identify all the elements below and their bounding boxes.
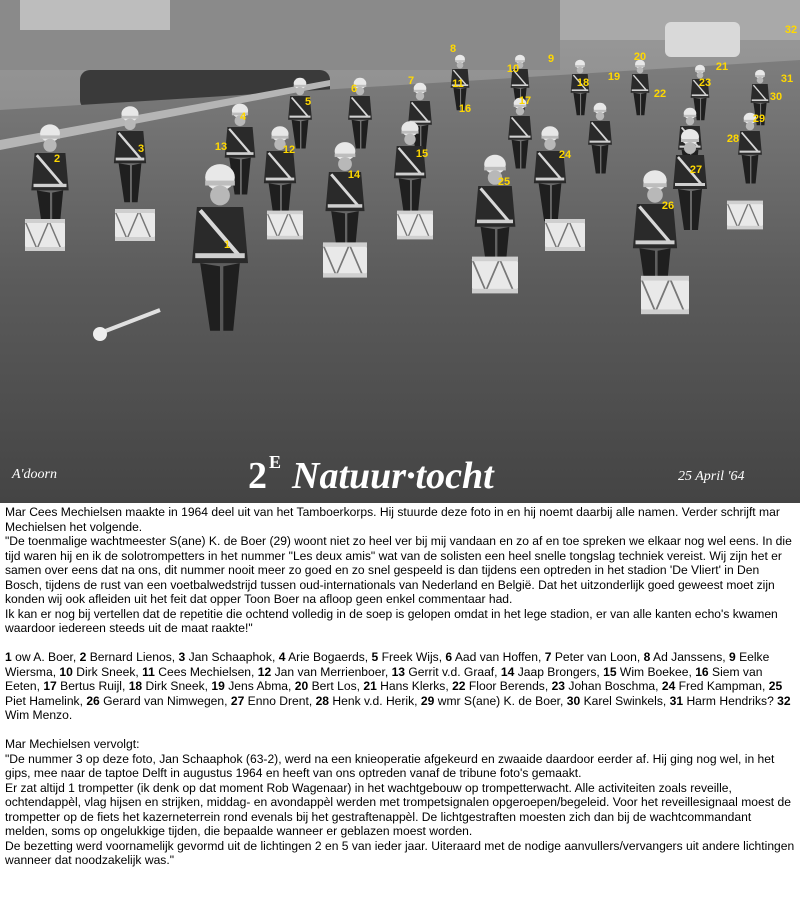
person-name: wmr S(ane) K. de Boer, <box>434 693 567 708</box>
name-number: 19 <box>211 679 225 693</box>
person-number-marker: 1 <box>223 239 231 251</box>
photo-credit: A'doorn <box>12 467 57 482</box>
names-list <box>5 650 797 723</box>
followup-intro: Mar Mechielsen vervolgt: <box>5 737 140 751</box>
person-number-marker: 4 <box>239 111 247 123</box>
person-name: Fred Kampman, <box>675 679 769 693</box>
person-number-marker: 32 <box>784 24 798 36</box>
person-name: Ad Janssens, <box>650 650 729 664</box>
person-name: Bertus Ruijl, <box>56 679 129 693</box>
person-name: Eelke Wiersma, <box>5 650 770 679</box>
person-name: Johan Boschma, <box>565 679 662 693</box>
name-number: 13 <box>391 664 406 679</box>
person-name: Gerrit v.d. Graaf, <box>405 664 501 679</box>
name-number: 11 <box>142 664 155 679</box>
person-name: Arie Bogaerds, <box>285 650 372 664</box>
intro-paragraph: Mar Cees Mechielsen maakte in 1964 deel uit van het Tamboerkorps. Hij stuurde deze foto in en hij noemt daarbij alle namen. Verder schrijft mar Mechielsen het volgende. <box>5 505 780 534</box>
person-number-marker: 20 <box>633 51 647 63</box>
name-number: 26 <box>86 693 100 708</box>
person-number-marker: 6 <box>350 83 358 95</box>
person-name: Piet Hamelink, <box>5 693 87 708</box>
person-name: Enno Drent, <box>244 693 316 708</box>
quote-paragraph: Ik kan er nog bij vertellen dat de repetitie die ochtend volledig in de soep is gelopen omdat in het lege stadion, er van alle kanten echo's kwamen waardoor iedereen steeds uit de maat raakte!" <box>5 606 778 635</box>
person-name: Floor Berends, <box>465 679 552 693</box>
name-number: 12 <box>257 664 272 679</box>
person-name: ow A. Boer, <box>11 650 80 664</box>
person-name: Bernard Lienos, <box>86 650 179 664</box>
name-number: 6 <box>445 650 453 664</box>
person-number-marker: 23 <box>698 77 712 89</box>
person-number-marker: 3 <box>137 143 145 155</box>
person-number-marker: 12 <box>282 144 296 156</box>
name-number: 25 <box>768 679 783 693</box>
person-number-marker: 27 <box>689 164 703 176</box>
name-number: 28 <box>315 693 330 708</box>
person-name: Cees Mechielsen, <box>154 664 258 679</box>
article-body <box>5 505 797 868</box>
name-number: 15 <box>603 664 617 679</box>
person-name: Wim Boekee, <box>616 664 696 679</box>
photo-title-superscript: E <box>269 452 282 472</box>
person-name: Wim Menzo. <box>5 708 73 722</box>
name-number: 27 <box>230 693 245 708</box>
name-number: 29 <box>420 693 435 708</box>
name-number: 9 <box>728 650 736 664</box>
person-number-marker: 2 <box>53 153 61 165</box>
photo-title: Natuur·tocht <box>292 455 494 497</box>
person-name: Jens Abma, <box>224 679 295 693</box>
person-number-marker: 15 <box>415 148 429 160</box>
person-name: Freek Wijs, <box>378 650 446 664</box>
person-number-marker: 28 <box>726 133 740 145</box>
name-number: 30 <box>566 693 581 708</box>
person-number-marker: 14 <box>347 169 361 181</box>
photo-date: 25 April '64 <box>678 469 745 484</box>
person-number-marker: 31 <box>780 73 794 85</box>
person-number-marker: 16 <box>458 103 472 115</box>
photo-title-number: 2 <box>248 455 267 497</box>
person-number-marker: 9 <box>547 53 555 65</box>
person-number-marker: 22 <box>653 88 667 100</box>
person-name: Karel Swinkels, <box>580 693 670 708</box>
person-number-marker: 24 <box>558 149 572 161</box>
name-number: 8 <box>643 650 651 664</box>
person-number-marker: 19 <box>607 71 621 83</box>
quote-paragraph: "De nummer 3 op deze foto, Jan Schaaphok (63-2), werd na een knieoperatie afgekeurd en zwaaide daardoor eerder af. Hij ging nog wel, in het gips, mee naar de taptoe Delft in augustus 1964 en heeft van ons optreden vanaf de tribune foto's gemaakt. <box>5 751 775 780</box>
person-number-marker: 21 <box>715 61 729 73</box>
name-number: 16 <box>695 664 709 679</box>
person-number-marker: 30 <box>769 91 783 103</box>
person-number-marker: 29 <box>752 113 766 125</box>
name-number: 22 <box>452 679 466 693</box>
person-name: Dirk Sneek, <box>72 664 143 679</box>
person-number-marker: 13 <box>214 141 228 153</box>
person-number-marker: 26 <box>661 200 675 212</box>
person-name: Gerard van Nimwegen, <box>99 693 231 708</box>
person-number-marker: 7 <box>407 75 415 87</box>
name-number: 32 <box>777 693 791 708</box>
name-number: 4 <box>278 650 286 664</box>
name-number: 7 <box>544 650 552 664</box>
person-number-marker: 8 <box>449 43 457 55</box>
person-number-marker: 17 <box>518 95 532 107</box>
name-number: 21 <box>363 679 377 693</box>
person-name: Harm Hendriks? <box>683 693 778 708</box>
name-number: 5 <box>371 650 379 664</box>
name-number: 18 <box>128 679 143 693</box>
quote-paragraph: "De toenmalige wachtmeester S(ane) K. de Boer (29) woont niet zo heel ver bij mij vandaan en zo af en toe spreken we elkaar nog wel eens. In die tijd waren hij en ik de solotrompetters in het nummer "Les deux amis" wat van de solisten een heel snelle tongslag techniek vereist. Wij zijn het er samen over eens dat na ons, dit nummer nooit meer zo goed en zo snel gespeeld is dan tijdens een optreden in het stadion 'De Vliert' in Den Bosch, tijdens de rust van een voetbalwedstrijd tussen oud-internationals van Nederland en België. Dat het uitzonderlijk goed geweest moet zijn konden wij ook afleiden uit het feit dat opper Toon Boer na afloop geen enkel commentaar had. <box>5 534 792 606</box>
name-number: 20 <box>294 679 309 693</box>
person-number-marker: 5 <box>304 96 312 108</box>
person-number-marker: 25 <box>497 176 511 188</box>
name-number: 23 <box>551 679 566 693</box>
person-name: Bert Los, <box>308 679 364 693</box>
name-number: 31 <box>669 693 684 708</box>
name-number: 17 <box>43 679 57 693</box>
quote-paragraph: Er zat altijd 1 trompetter (ik denk op dat moment Rob Wagenaar) in het wachtgebouw op trompetterwacht. Alle activiteiten zoals reveille, ochtendappèl, vlag hijsen en strijken, middag- en avondappèl werden met trompetsignalen opgeroepen/begeleid. Voor het reveillesignaal moest de trompetter op de fiets het kazerneterrein rond evenals bij het gestraftenappèl. De lichtgestraften moesten zich dan bij de wachtcommandant melden, soms op ongelukkige tijden, die bepaalde wanneer er geblazen moest worden. <box>5 780 791 838</box>
name-number: 2 <box>79 650 87 664</box>
person-name: Siem van Eeten, <box>5 664 763 693</box>
person-name: Henk v.d. Herik, <box>329 693 421 708</box>
person-number-marker: 11 <box>452 78 464 90</box>
name-number: 10 <box>59 664 73 679</box>
person-name: Aad van Hoffen, <box>452 650 545 664</box>
person-name: Dirk Sneek, <box>142 679 212 693</box>
name-number: 24 <box>661 679 676 693</box>
person-number-marker: 18 <box>576 77 590 89</box>
person-number-marker: 10 <box>506 63 520 75</box>
name-number: 14 <box>500 664 515 679</box>
person-name: Jaap Brongers, <box>514 664 604 679</box>
name-number: 3 <box>178 650 186 664</box>
name-number: 1 <box>5 650 12 664</box>
person-name: Peter van Loon, <box>551 650 644 664</box>
quote-paragraph: De bezetting werd voornamelijk gevormd uit de lichtingen 2 en 5 van ieder jaar. Uiteraard met de nodige aanvullers/vervangers uit andere lichtingen wanneer dat noodzakelijk was." <box>5 838 795 867</box>
person-name: Jan Schaaphok, <box>185 650 279 664</box>
person-name: Hans Klerks, <box>376 679 453 693</box>
person-name: Jan van Merrienboer, <box>271 664 392 679</box>
